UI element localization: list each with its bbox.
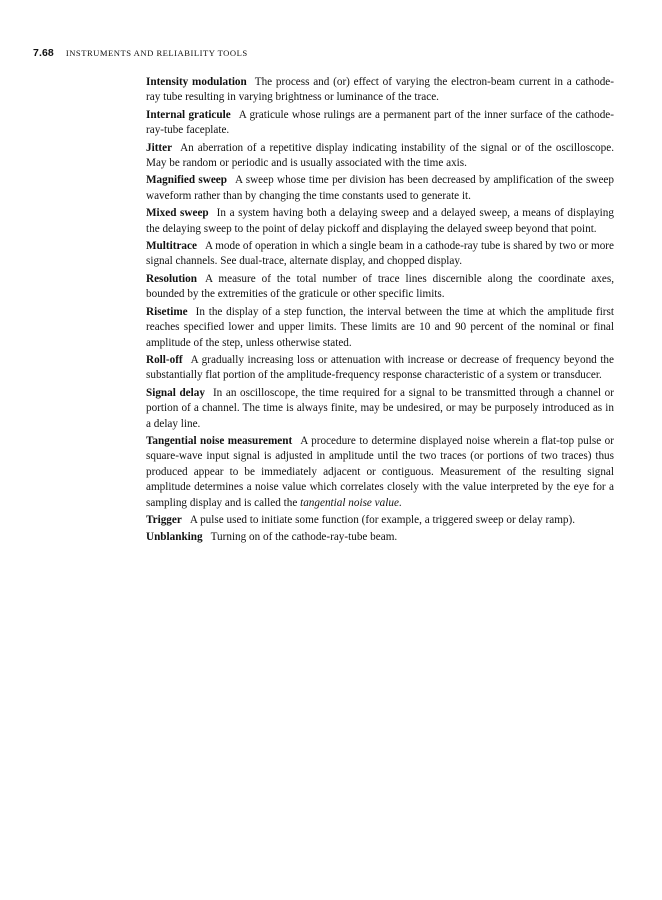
glossary-entry bbox=[146, 530, 614, 545]
glossary-entry bbox=[146, 173, 614, 204]
glossary-definition: A sweep whose time per division has been decreased by amplification of the sweep waveform rather than by changing the time constants used to generate it. bbox=[146, 174, 614, 202]
glossary-term: Resolution bbox=[146, 272, 197, 285]
glossary-entry bbox=[146, 108, 614, 139]
glossary-term: Mixed sweep bbox=[146, 207, 209, 220]
glossary-definition: A gradually increasing loss or attenuation with increase or decrease of frequency beyond the substantially flat portion of the amplitude-frequency response characteristic of a system or transducer. bbox=[146, 353, 614, 382]
glossary-entry bbox=[146, 386, 614, 432]
glossary bbox=[146, 75, 614, 548]
glossary-entry bbox=[146, 513, 614, 528]
glossary-entry bbox=[146, 206, 614, 237]
glossary-term: Magnified sweep bbox=[146, 174, 227, 187]
glossary-term: Internal graticule bbox=[146, 108, 231, 121]
glossary-entry bbox=[146, 272, 614, 303]
glossary-term: Jitter bbox=[146, 141, 173, 154]
glossary-term: Trigger bbox=[146, 513, 182, 526]
page-number: 7.68 bbox=[33, 47, 54, 59]
glossary-entry bbox=[146, 75, 614, 106]
glossary-definition: A measure of the total number of trace lines discernible along the coordinate axes, bounded by the extremities of the graticule or other specific limits. bbox=[146, 272, 614, 301]
glossary-definition-end: . bbox=[398, 496, 402, 509]
glossary-term: Roll-off bbox=[146, 353, 183, 366]
glossary-term: Tangential noise measurement bbox=[146, 434, 293, 447]
glossary-definition: A graticule whose rulings are a permanent part of the inner surface of the cathode-ray-tube faceplate. bbox=[146, 108, 614, 137]
glossary-term: Multitrace bbox=[146, 240, 197, 253]
glossary-definition: In a system having both a delaying sweep and a delayed sweep, a means of displaying the delaying sweep to the point of delay pickoff and displaying the delayed sweep beyond that point. bbox=[146, 207, 614, 235]
glossary-term: Signal delay bbox=[146, 386, 205, 399]
glossary-term: Intensity modulation bbox=[146, 76, 247, 88]
glossary-term: Risetime bbox=[146, 305, 188, 318]
section-title: INSTRUMENTS AND RELIABILITY TOOLS bbox=[65, 48, 248, 58]
glossary-definition: The process and (or) effect of varying the electron-beam current in a cathode-ray tube resulting in varying brightness or luminance of the trace. bbox=[146, 76, 614, 104]
glossary-definition: A procedure to determine displayed noise wherein a flat-top pulse or square-wave input signal is adjusted in amplitude until the two traces (or portions of two traces) thus produced appear to be immediately adjacent or contiguous. Measurement of the resulting signal amplitude determines a noise value which correlates closely with the value interpreted by the eye for a sampling display and is called the bbox=[146, 434, 614, 509]
glossary-term: Unblanking bbox=[146, 531, 203, 544]
glossary-definition: Turning on of the cathode-ray-tube beam. bbox=[210, 531, 398, 544]
glossary-entry bbox=[146, 239, 614, 270]
glossary-entry bbox=[146, 353, 614, 384]
glossary-entry bbox=[146, 434, 614, 511]
glossary-definition: An aberration of a repetitive display indicating instability of the signal or of the oscilloscope. May be random or periodic and is usually associated with the time axis. bbox=[146, 141, 614, 170]
glossary-definition: A mode of operation in which a single beam in a cathode-ray tube is shared by two or more signal channels. See dual-trace, alternate display, and chopped display. bbox=[146, 240, 614, 268]
running-head bbox=[33, 47, 248, 61]
glossary-definition-italic: tangential noise value bbox=[300, 496, 399, 509]
glossary-definition: In the display of a step function, the interval between the time at which the amplitude first reaches specified lower and upper limits. These limits are 10 and 90 percent of the nominal or final amplitude of the step, unless otherwise stated. bbox=[146, 305, 614, 349]
glossary-entry bbox=[146, 305, 614, 351]
glossary-entry bbox=[146, 141, 614, 172]
glossary-definition: In an oscilloscope, the time required for a signal to be transmitted through a channel or portion of a channel. The time is always finite, may be undesired, or may be purposely introduced as in a delay line. bbox=[146, 386, 614, 430]
glossary-definition: A pulse used to initiate some function (for example, a triggered sweep or delay ramp). bbox=[189, 513, 576, 526]
